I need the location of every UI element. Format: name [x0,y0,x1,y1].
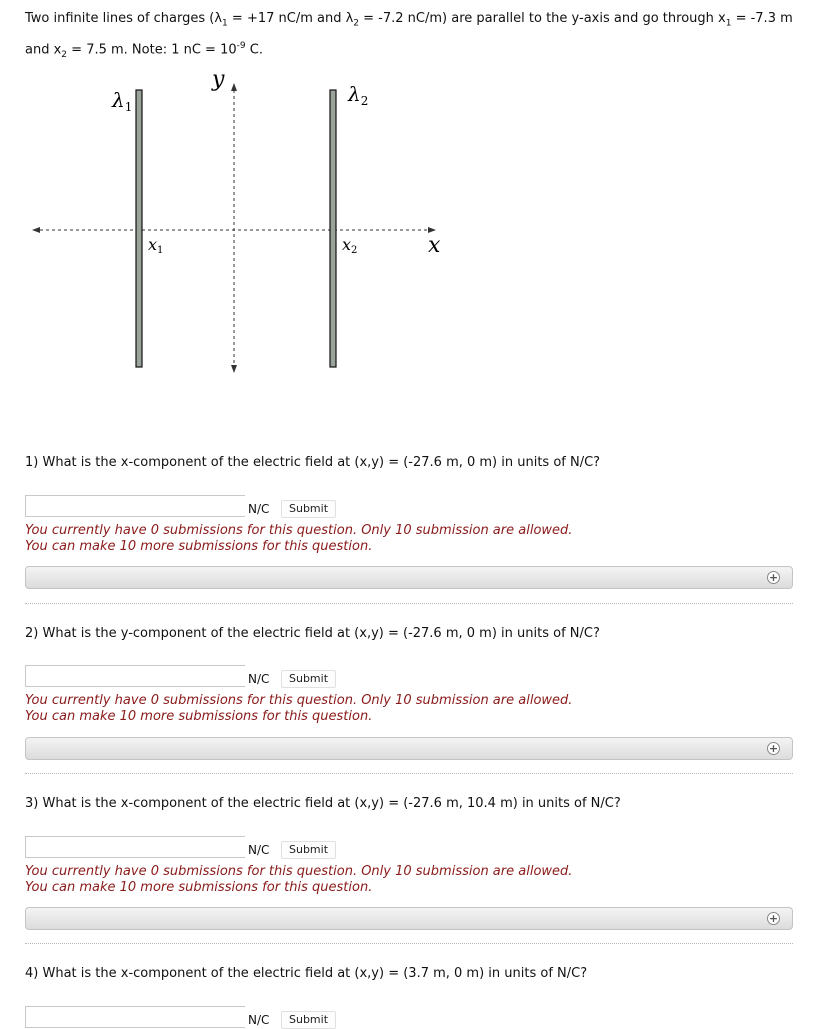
question-1-answer-input[interactable] [25,495,245,517]
lambda-2-label: $\lambda_2$ [348,82,369,108]
line-charge-1 [136,90,142,367]
y-axis-label: y [212,67,225,92]
charge-lines-diagram [0,60,823,380]
question-2-remaining: You can make 10 more submissions for this question. [25,709,373,724]
question-4-unit: N/C [248,1013,270,1027]
expand-plus-icon[interactable]: + [768,912,779,925]
question-1-hint-bar[interactable] [25,566,793,589]
question-4-text: 4) What is the x-component of the electric field at (x,y) = (3.7 m, 0 m) in units of N/C? [25,966,588,981]
question-3-unit: N/C [248,843,270,857]
divider [25,773,793,774]
x-axis-label: x [428,233,441,258]
question-2-submission-count: You currently have 0 submissions for this question. Only 10 submission are allowed. [25,693,573,708]
question-4-answer-input[interactable] [25,1006,245,1028]
question-2-hint-bar[interactable] [25,737,793,760]
question-2-submit-button[interactable]: Submit [281,670,336,688]
problem-line-2: and $x_2 = 7.5$ m. Note: 1 nC = $10^{-9}$ C. [25,40,263,60]
question-3-answer-input[interactable] [25,836,245,858]
question-2-unit: N/C [248,672,270,686]
line-charge-2 [330,90,336,367]
x-axis-left-arrow [32,227,40,233]
question-1-submit-button[interactable]: Submit [281,500,336,518]
lambda-1-label: $\lambda_1$ [112,88,133,114]
expand-plus-icon[interactable]: + [768,571,779,584]
expand-plus-icon[interactable]: + [768,742,779,755]
question-3-submission-count: You currently have 0 submissions for this question. Only 10 submission are allowed. [25,864,573,879]
problem-line-1: Two infinite lines of charges ($\lambda_1 = +17$ nC/m and $\lambda_2 = -7.2$ nC/m) are parallel to the y-axis and go through $x_1 = -7.3$ m [25,11,793,29]
divider [25,943,793,944]
question-1-unit: N/C [248,502,270,516]
question-4-submit-button[interactable]: Submit [281,1011,336,1029]
x1-label: x1 [148,235,164,256]
question-3-remaining: You can make 10 more submissions for this question. [25,880,373,895]
question-2-text: 2) What is the y-component of the electric field at (x,y) = (-27.6 m, 0 m) in units of N/C? [25,626,600,641]
question-3-submit-button[interactable]: Submit [281,841,336,859]
question-3-text: 3) What is the x-component of the electric field at (x,y) = (-27.6 m, 10.4 m) in units of N/C? [25,796,621,811]
question-1-text: 1) What is the x-component of the electric field at (x,y) = (-27.6 m, 0 m) in units of N/C? [25,455,601,470]
question-1-submission-count: You currently have 0 submissions for this question. Only 10 submission are allowed. [25,523,573,538]
divider [25,603,793,604]
y-axis-top-arrow [231,83,237,91]
problem-statement [25,8,805,66]
question-2-answer-input[interactable] [25,665,245,687]
question-3-hint-bar[interactable] [25,907,793,930]
question-1-remaining: You can make 10 more submissions for this question. [25,539,373,554]
x2-label: x2 [342,235,358,256]
y-axis-bottom-arrow [231,365,237,373]
